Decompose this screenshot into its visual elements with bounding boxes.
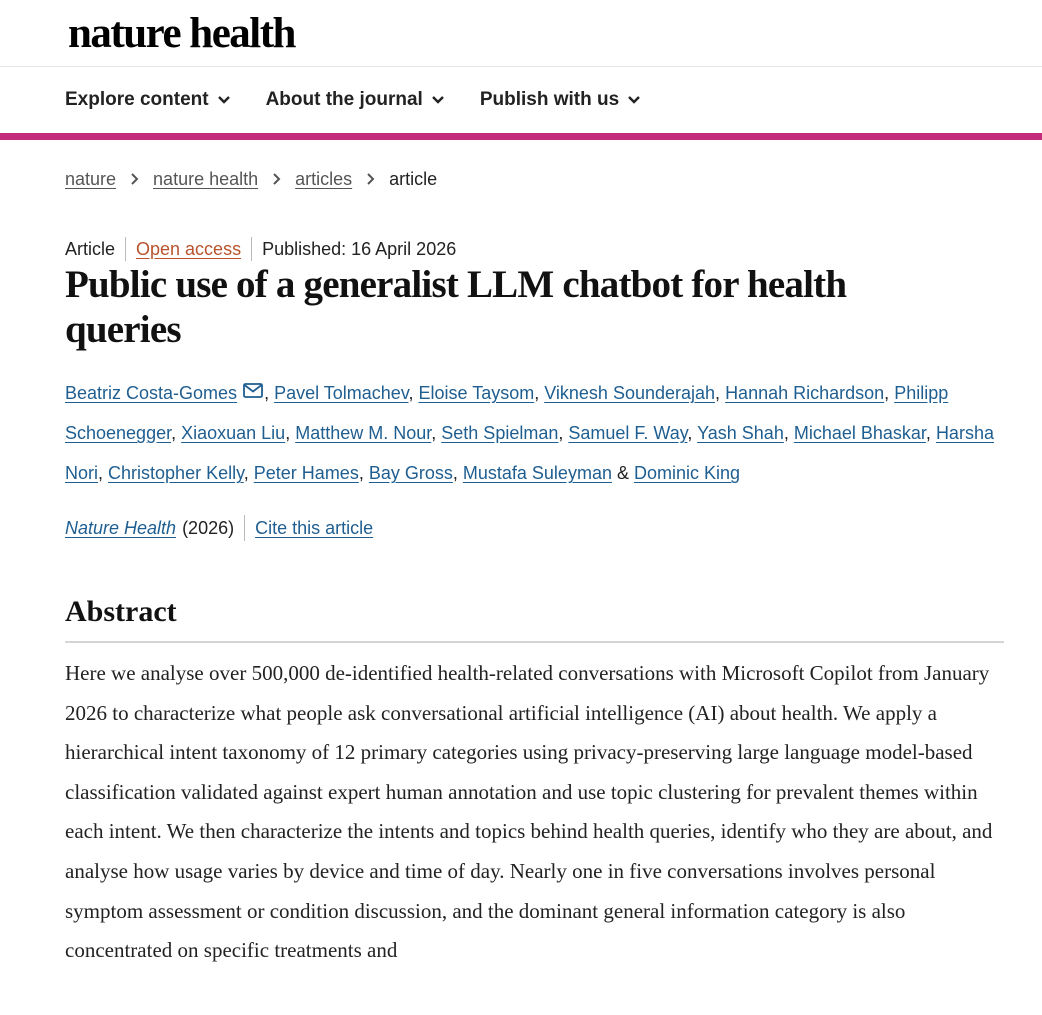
author-link[interactable]: Viknesh Sounderajah (544, 383, 716, 403)
chevron-down-icon (217, 95, 231, 105)
nav-about-the-journal[interactable] (266, 89, 445, 111)
author-link[interactable]: Philipp Schoenegger (65, 383, 949, 443)
author-link[interactable]: Mustafa Suleyman (462, 463, 612, 483)
site-header (0, 0, 1042, 67)
chevron-down-icon (627, 95, 641, 105)
author-link[interactable]: Peter Hames (253, 463, 359, 483)
article-title: Public use of a generalist LLM chatbot for health queries (65, 263, 847, 351)
author-link[interactable]: Samuel F. Way (568, 423, 688, 443)
author-link[interactable]: Michael Bhaskar (793, 423, 926, 443)
author-link[interactable]: Beatriz Costa-Gomes (65, 383, 238, 403)
nav-item-label: About the journal (265, 89, 423, 110)
nav-item-label: Explore content (65, 89, 209, 110)
cite-this-article-link[interactable]: Cite this article (255, 518, 374, 538)
nav-publish-with-us[interactable] (480, 89, 641, 111)
author-link[interactable]: Dominic King (633, 463, 741, 483)
divider (125, 237, 126, 261)
nav-explore-content[interactable] (65, 89, 231, 111)
author-link[interactable]: Matthew M. Nour (295, 423, 432, 443)
breadcrumb-link-articles[interactable]: articles (295, 169, 353, 189)
article-type: Article (65, 239, 116, 259)
main-nav (0, 67, 1042, 133)
chevron-down-icon (431, 95, 445, 105)
breadcrumb-link-nature[interactable]: nature (65, 169, 117, 189)
author-link[interactable]: Xiaoxuan Liu (181, 423, 286, 443)
article-meta (65, 236, 456, 262)
divider (251, 237, 252, 261)
journal-logo[interactable]: nature health (68, 10, 295, 57)
author-link[interactable]: Pavel Tolmachev (274, 383, 409, 403)
breadcrumb-current: article (389, 169, 438, 189)
breadcrumb (65, 166, 437, 192)
nav-item-label: Publish with us (479, 89, 620, 110)
abstract-text: Here we analyse over 500,000 de-identified health-related conversations with Microsoft Copilot from January 2026 to characterize what people ask conversational artificial intelligence (AI) about health. We apply a hierarchical intent taxonomy of 12 primary categories using privacy-preserving large language model-based classification validated against expert human annotation and use topic clustering for prevalent themes within each intent. We then characterize the intents and topics behind health queries, identify who they are about, and analyse how usage varies by device and time of day. Nearly one in five conversations involves personal symptom assessment or condition discussion, and the dominant general information category is also concentrated on specific treatments and (65, 661, 993, 963)
author-link[interactable]: Seth Spielman (441, 423, 559, 443)
chevron-right-icon (272, 172, 281, 186)
author-link[interactable]: Eloise Taysom (418, 383, 535, 403)
breadcrumb-link-nature-health[interactable]: nature health (153, 169, 259, 189)
author-link[interactable]: Hannah Richardson (725, 383, 885, 403)
abstract-divider (65, 641, 1004, 643)
mail-icon[interactable] (243, 383, 263, 398)
publication-year: (2026) (182, 518, 235, 538)
published-date: Published: 16 April 2026 (262, 239, 457, 259)
citation-line (65, 514, 373, 542)
abstract-heading: Abstract (65, 595, 177, 628)
journal-link[interactable]: Nature Health (65, 518, 177, 538)
divider (244, 515, 245, 541)
open-access-link[interactable]: Open access (136, 239, 242, 259)
chevron-right-icon (366, 172, 375, 186)
accent-bar (0, 133, 1042, 140)
author-link[interactable]: Harsha Nori (65, 423, 994, 483)
author-link[interactable]: Yash Shah (697, 423, 784, 443)
chevron-right-icon (130, 172, 139, 186)
author-link[interactable]: Christopher Kelly (108, 463, 244, 483)
author-list: Beatriz Costa-Gomes , Pavel Tolmachev, Eloise Taysom, Viknesh Sounderajah, Hannah Richardson, Philipp Schoenegger, Xiaoxuan Liu, Matthew M. Nour, Seth Spielman, Samuel F. Way, Yash Shah, Michael Bhaskar, Harsha Nori, Christopher Kelly, Peter Hames, Bay Gross, Mustafa Suleyman & Dominic King (65, 383, 994, 483)
author-link[interactable]: Bay Gross (368, 463, 453, 483)
